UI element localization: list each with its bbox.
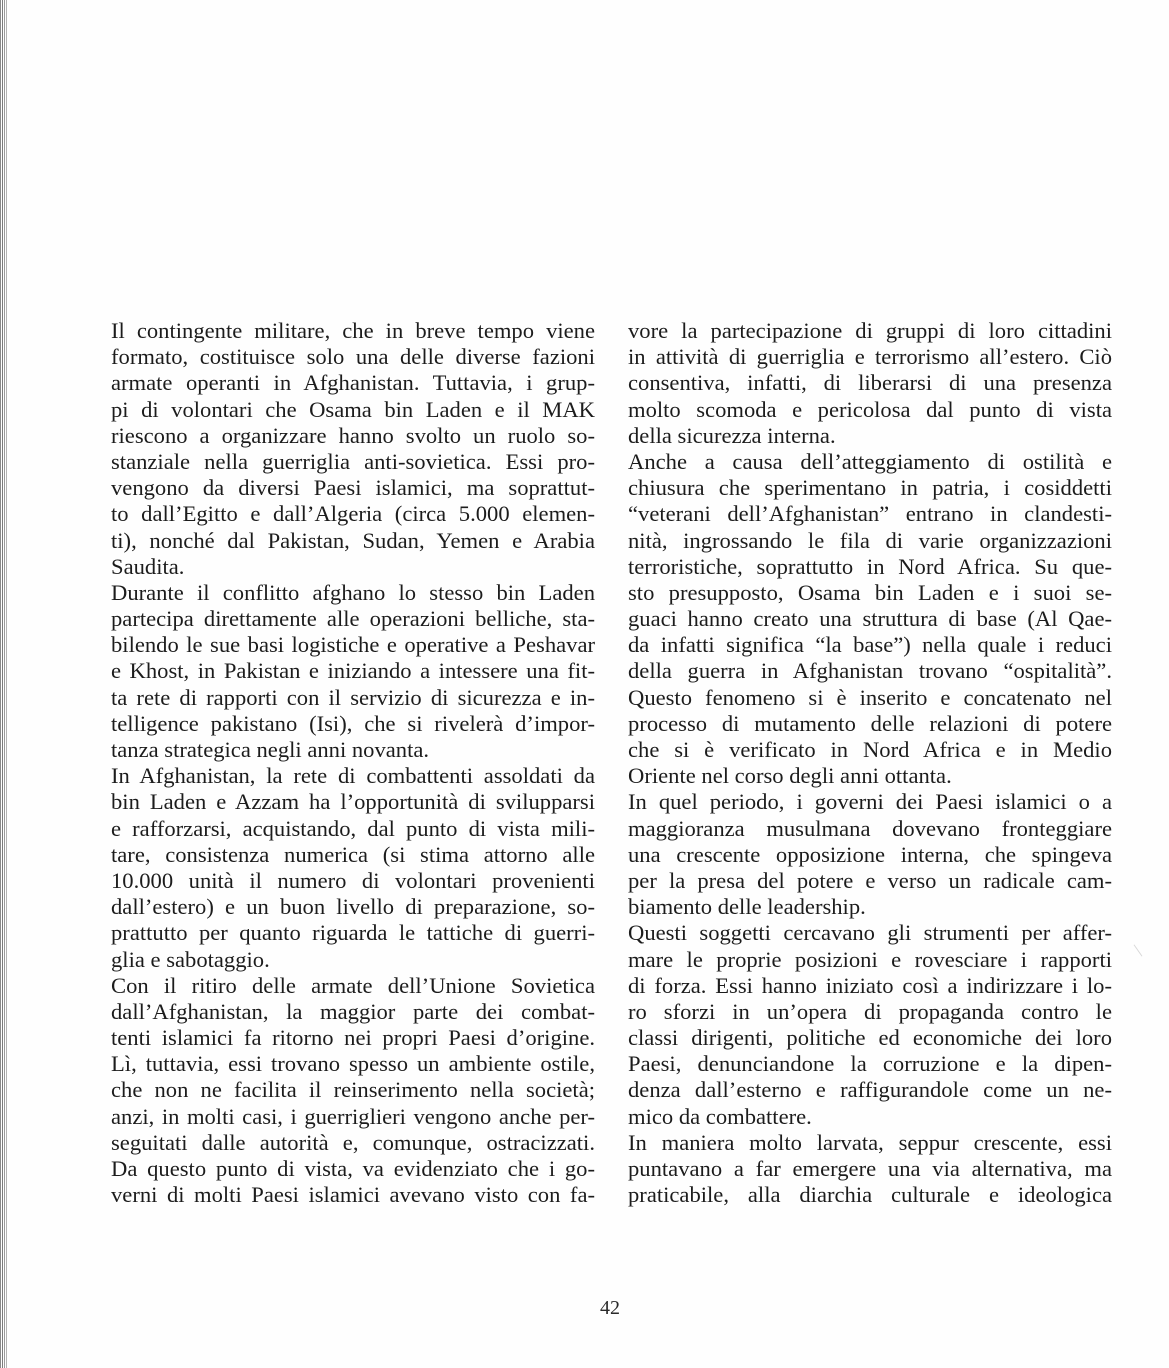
text-line: ti), nonché dal Pakistan, Sudan, Yemen e Arabia bbox=[111, 527, 595, 553]
text-line: armate operanti in Afghanistan. Tuttavia, i grup- bbox=[111, 370, 595, 396]
text-line: Oriente nel corso degli anni ottanta. bbox=[628, 763, 952, 789]
text-line: Da questo punto di vista, va evidenziato che i go- bbox=[111, 1156, 595, 1181]
text-line: pi di volontari che Osama bin Laden e il MAK bbox=[111, 396, 595, 422]
text-line: processo di mutamento delle relazioni di potere bbox=[628, 710, 1112, 736]
text-line: classi dirigenti, politiche ed economiche dei loro bbox=[628, 1025, 1112, 1051]
text-line: glia e sabotaggio. bbox=[111, 946, 270, 972]
text-line: “veterani dell’Afghanistan” entrano in clandesti- bbox=[628, 501, 1112, 527]
text-line: In maniera molto larvata, seppur crescente, essi bbox=[628, 1129, 1112, 1155]
text-line: Con il ritiro delle armate dell’Unione Sovietica bbox=[111, 972, 595, 998]
text-line: tare, consistenza numerica (si stima attorno alle bbox=[111, 841, 595, 867]
text-line: dall’Afghanistan, la maggior parte dei combat- bbox=[111, 998, 595, 1024]
text-line: denza dall’esterno e raffigurandole come un ne- bbox=[628, 1077, 1112, 1103]
text-line: di forza. Essi hanno iniziato così a indirizzare i lo- bbox=[628, 972, 1112, 998]
text-line: molto scomoda e pericolosa dal punto di vista bbox=[628, 396, 1112, 422]
text-line: e rafforzarsi, acquistando, dal punto di vista mili- bbox=[111, 815, 595, 841]
text-line: chiusura che sperimentano in patria, i cosiddetti bbox=[628, 475, 1112, 501]
text-line: che si è verificato in Nord Africa e in Medio bbox=[628, 737, 1112, 762]
text-line: ta rete di rapporti con il servizio di sicurezza e in- bbox=[111, 684, 595, 710]
text-line: prattutto per quanto riguarda le tattiche di guerri- bbox=[111, 920, 595, 946]
text-line: Anche a causa dell’atteggiamento di ostilità e bbox=[628, 448, 1112, 474]
text-line: mare le proprie posizioni e rovesciare i rapporti bbox=[628, 946, 1112, 972]
text-line: Questo fenomeno si è inserito e concatenato nel bbox=[628, 684, 1112, 710]
text-line: Paesi, denunciandone la corruzione e la dipen- bbox=[628, 1051, 1112, 1077]
text-line: seguitati dalle autorità e, comunque, ostracizzati. bbox=[111, 1129, 595, 1155]
text-line: tenti islamici fa ritorno nei propri Paesi d’origine. bbox=[111, 1025, 595, 1051]
text-column-left bbox=[111, 318, 595, 1208]
text-line: Questi soggetti cercavano gli strumenti per affer- bbox=[628, 920, 1112, 946]
text-line: una crescente opposizione interna, che spingeva bbox=[628, 841, 1112, 867]
text-line: tanza strategica negli anni novanta. bbox=[111, 737, 430, 762]
text-line: verni di molti Paesi islamici avevano visto con fa- bbox=[111, 1182, 595, 1208]
text-line: guaci hanno creato una struttura di base (Al Qae- bbox=[628, 606, 1112, 632]
text-line: Lì, tuttavia, essi trovano spesso un ambiente ostile, bbox=[111, 1051, 595, 1077]
book-binding-edge bbox=[0, 0, 9, 1368]
text-line: In Afghanistan, la rete di combattenti assoldati da bbox=[111, 763, 595, 789]
text-line: in attività di guerriglia e terrorismo all’estero. Ciò bbox=[628, 344, 1112, 370]
text-line: vore la partecipazione di gruppi di loro cittadini bbox=[628, 318, 1112, 343]
text-line: puntavano a far emergere una via alternativa, ma bbox=[628, 1156, 1112, 1181]
text-line: partecipa direttamente alle operazioni belliche, sta- bbox=[111, 606, 595, 632]
text-line: della sicurezza interna. bbox=[628, 422, 836, 448]
text-line: terroristiche, soprattutto in Nord Africa. Su que- bbox=[628, 553, 1112, 579]
text-line: Saudita. bbox=[111, 553, 185, 579]
text-line: sto presupposto, Osama bin Laden e i suoi se- bbox=[628, 579, 1112, 605]
scan-mark bbox=[1134, 944, 1143, 956]
text-line: praticabile, alla diarchia culturale e ideologica bbox=[628, 1182, 1112, 1208]
text-line: mico da combattere. bbox=[628, 1103, 812, 1129]
text-line: da infatti significa “la base”) nella quale i reduci bbox=[628, 632, 1112, 658]
text-line: In quel periodo, i governi dei Paesi islamici o a bbox=[628, 789, 1112, 815]
text-line: e Khost, in Pakistan e iniziando a intessere una fit- bbox=[111, 658, 595, 684]
text-line: che non ne facilita il reinserimento nella società; bbox=[111, 1077, 595, 1103]
text-line: Il contingente militare, che in breve tempo viene bbox=[111, 318, 595, 343]
text-line: dall’estero) e un buon livello di preparazione, so- bbox=[111, 894, 595, 920]
text-line: stanziale nella guerriglia anti-sovietica. Essi pro- bbox=[111, 448, 595, 474]
text-line: ro sforzi in un’opera di propaganda contro le bbox=[628, 998, 1112, 1024]
text-line: 10.000 unità il numero di volontari provenienti bbox=[111, 867, 595, 893]
text-line: bilendo le sue basi logistiche e operative a Peshavar bbox=[111, 632, 595, 658]
text-line: anzi, in molti casi, i guerriglieri vengono anche per- bbox=[111, 1103, 595, 1129]
text-line: riescono a organizzare hanno svolto un ruolo so- bbox=[111, 422, 595, 448]
text-line: della guerra in Afghanistan trovano “ospitalità”. bbox=[628, 658, 1112, 684]
text-line: nità, ingrossando le fila di varie organizzazioni bbox=[628, 527, 1112, 553]
text-line: to dall’Egitto e dall’Algeria (circa 5.000 elemen- bbox=[111, 501, 595, 527]
text-column-right bbox=[628, 318, 1112, 1208]
page-number: 42 bbox=[600, 1297, 620, 1319]
text-line: biamento delle leadership. bbox=[628, 894, 866, 920]
text-line: Durante il conflitto afghano lo stesso bin Laden bbox=[111, 579, 595, 605]
text-line: maggioranza musulmana dovevano fronteggiare bbox=[628, 815, 1112, 841]
text-line: per la presa del potere e verso un radicale cam- bbox=[628, 867, 1112, 893]
text-line: bin Laden e Azzam ha l’opportunità di svilupparsi bbox=[111, 789, 595, 815]
text-line: vengono da diversi Paesi islamici, ma soprattut- bbox=[111, 475, 595, 501]
text-line: consentiva, infatti, di liberarsi di una presenza bbox=[628, 370, 1112, 396]
text-line: telligence pakistano (Isi), che si rivelerà d’impor- bbox=[111, 710, 595, 736]
text-line: formato, costituisce solo una delle diverse fazioni bbox=[111, 344, 595, 370]
